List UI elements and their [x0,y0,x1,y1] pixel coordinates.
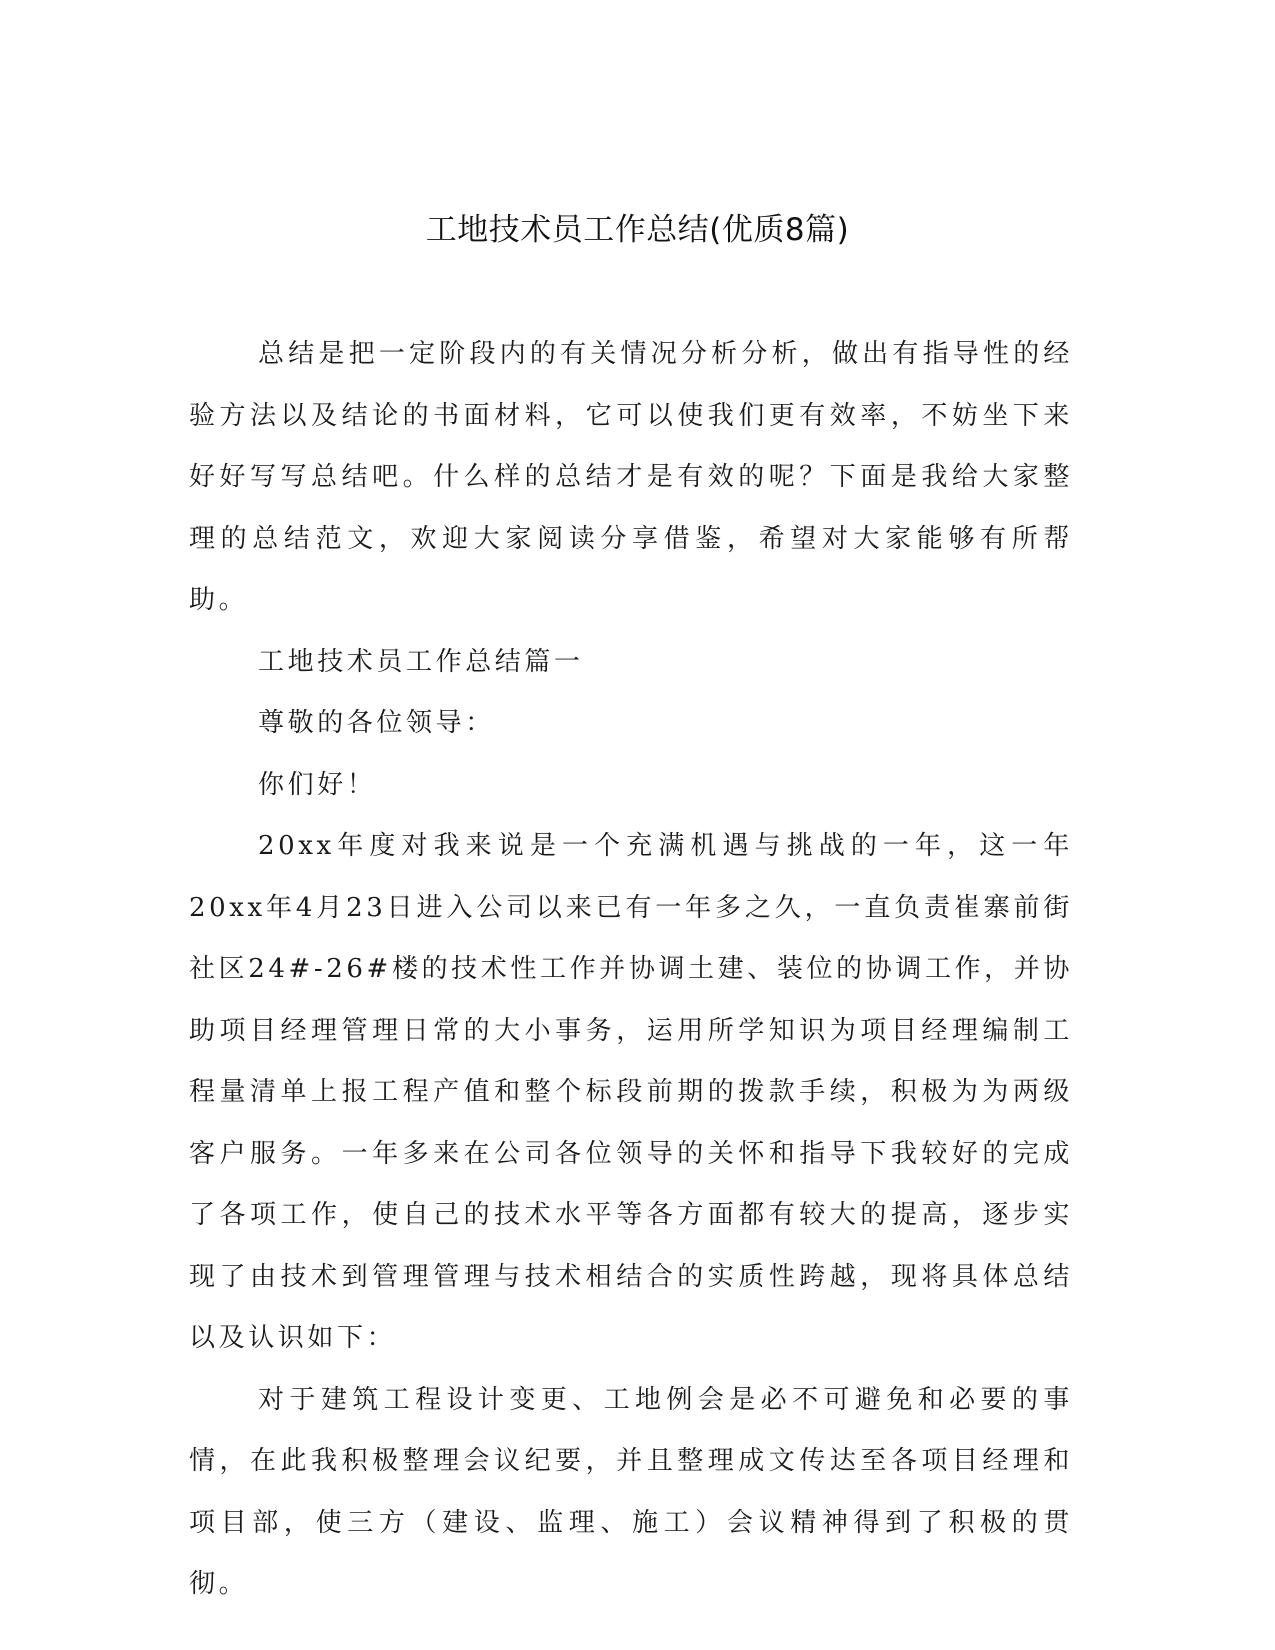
greeting: 你们好！ [258,769,377,800]
body-paragraph: 20xx年度对我来说是一个充满机遇与挑战的一年，这一年20xx年4月23日进入公司以来已有一年多之久，一直负责崔寨前街社区24#-26#楼的技术性工作并协调土建、装位的协调工作，并协助项目经理管理日常的大小事务，运用所学知识为项目经理编制工程量清单上报工程产值和整个标段前期的拨款手续，积极为为两级客户服务。一年多来在公司各位领导的关怀和指导下我较好的完成了各项工作，使自己的技术水平等各方面都有较大的提高，逐步实现了由技术到管理管理与技术相结合的实质性跨越，现将具体总结以及认识如下： [189,831,1073,1353]
section-heading: 工地技术员工作总结篇一 [258,646,584,677]
body-paragraph: 对于建筑工程设计变更、工地例会是必不可避免和必要的事情，在此我积极整理会议纪要，并且整理成文传达至各项目经理和项目部，使三方（建设、监理、施工）会议精神得到了积极的贯彻。 [189,1384,1073,1599]
salutation: 尊敬的各位领导： [258,708,495,738]
document-body [189,324,1073,1616]
document-title: 工地技术员工作总结(优质8篇) [425,212,850,248]
intro-paragraph: 总结是把一定阶段内的有关情况分析分析，做出有指导性的经验方法以及结论的书面材料，它可以使我们更有效率，不妨坐下来好好写写总结吧。什么样的总结才是有效的呢？下面是我给大家整理的总结范文，欢迎大家阅读分享借鉴，希望对大家能够有所帮助。 [189,339,1073,615]
